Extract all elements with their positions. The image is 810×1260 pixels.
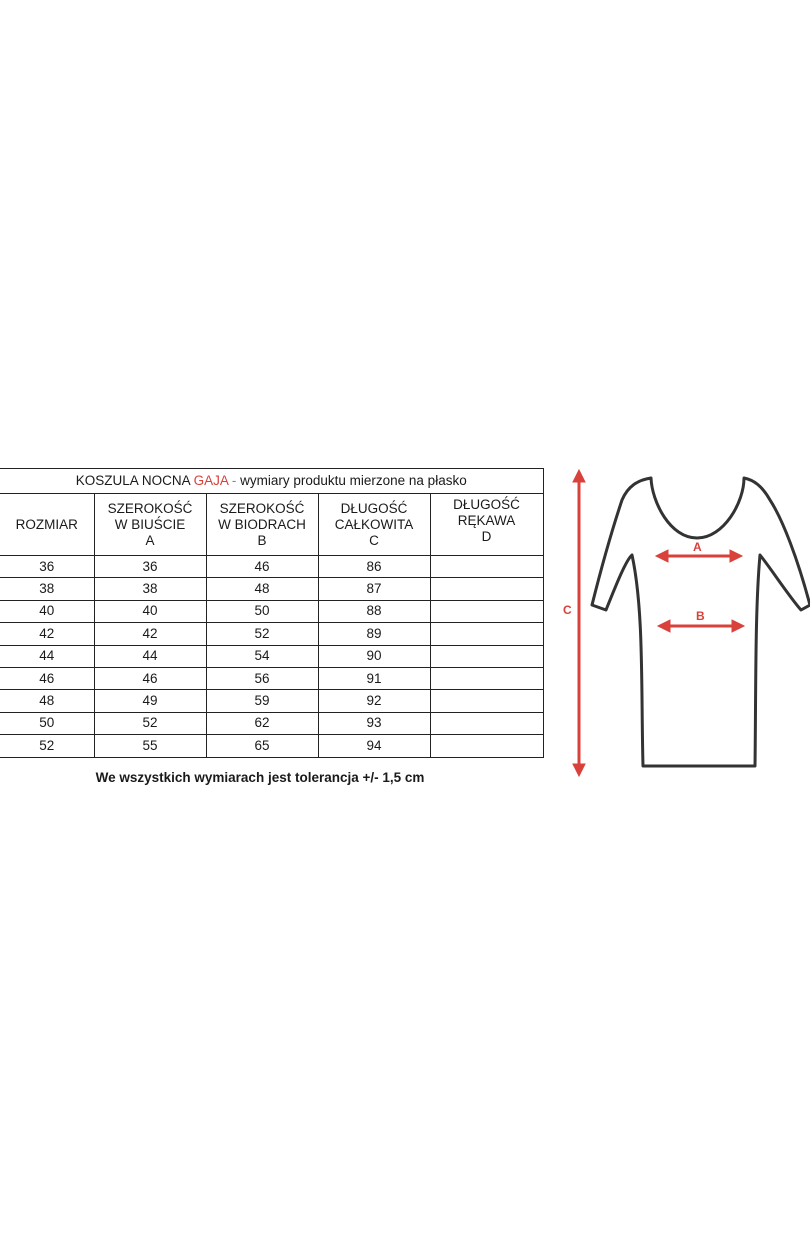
table-row [0, 712, 543, 734]
table-cell: 38 [0, 578, 94, 600]
table-cell: 88 [318, 600, 430, 622]
table-cell: 50 [206, 600, 318, 622]
table-cell: 89 [318, 623, 430, 645]
table-cell: 62 [206, 712, 318, 734]
table-cell: 48 [206, 578, 318, 600]
tolerance-note: We wszystkich wymiarach jest tolerancja +/- 1,5 cm [95, 770, 425, 785]
table-cell [430, 735, 543, 757]
chart-title [0, 469, 543, 494]
table-cell: 52 [94, 712, 206, 734]
table-cell: 52 [206, 623, 318, 645]
header-bust-width: SZEROKOŚĆ W BIUŚCIE A [94, 494, 206, 556]
table-cell [430, 578, 543, 600]
table-row [0, 623, 543, 645]
table-cell: 46 [206, 556, 318, 578]
title-suffix: wymiary produktu mierzone na płasko [240, 473, 467, 488]
table-cell: 55 [94, 735, 206, 757]
table-cell [430, 712, 543, 734]
label-b: B [696, 609, 705, 623]
table-cell: 44 [0, 645, 94, 667]
header-size: ROZMIAR [0, 494, 94, 556]
table-cell: 56 [206, 667, 318, 689]
table-cell: 91 [318, 667, 430, 689]
length-arrow-c [573, 470, 585, 776]
table-cell: 48 [0, 690, 94, 712]
header-sleeve-length: DŁUGOŚĆ RĘKAWA D [430, 494, 543, 556]
table-cell [430, 623, 543, 645]
table-cell [430, 556, 543, 578]
table-cell [430, 690, 543, 712]
label-a: A [693, 540, 702, 554]
table-cell: 50 [0, 712, 94, 734]
table-cell: 46 [94, 667, 206, 689]
size-chart-table [0, 468, 544, 758]
table-row [0, 556, 543, 578]
table-cell: 40 [0, 600, 94, 622]
header-total-length: DŁUGOŚĆ CAŁKOWITA C [318, 494, 430, 556]
table-row [0, 690, 543, 712]
title-separator: - [228, 473, 241, 488]
model-name: GAJA [193, 473, 229, 488]
table-cell: 87 [318, 578, 430, 600]
table-row [0, 735, 543, 757]
table-cell: 52 [0, 735, 94, 757]
table-row [0, 667, 543, 689]
table-cell: 46 [0, 667, 94, 689]
table-cell [430, 667, 543, 689]
table-cell [430, 600, 543, 622]
table-cell: 36 [94, 556, 206, 578]
header-hip-width: SZEROKOŚĆ W BIODRACH B [206, 494, 318, 556]
table-cell: 94 [318, 735, 430, 757]
table-cell [430, 645, 543, 667]
table-cell: 86 [318, 556, 430, 578]
table-cell: 49 [94, 690, 206, 712]
table-cell: 44 [94, 645, 206, 667]
table-row [0, 578, 543, 600]
table-cell: 65 [206, 735, 318, 757]
label-c: C [563, 603, 572, 617]
table-cell: 54 [206, 645, 318, 667]
table-cell: 59 [206, 690, 318, 712]
table-cell: 42 [0, 623, 94, 645]
table-cell: 92 [318, 690, 430, 712]
table-row [0, 600, 543, 622]
table-cell: 93 [318, 712, 430, 734]
table-row [0, 645, 543, 667]
table-cell: 36 [0, 556, 94, 578]
table-cell: 40 [94, 600, 206, 622]
nightgown-diagram [548, 460, 810, 780]
table-cell: 90 [318, 645, 430, 667]
title-prefix: KOSZULA NOCNA [75, 473, 194, 488]
table-cell: 38 [94, 578, 206, 600]
table-cell: 42 [94, 623, 206, 645]
